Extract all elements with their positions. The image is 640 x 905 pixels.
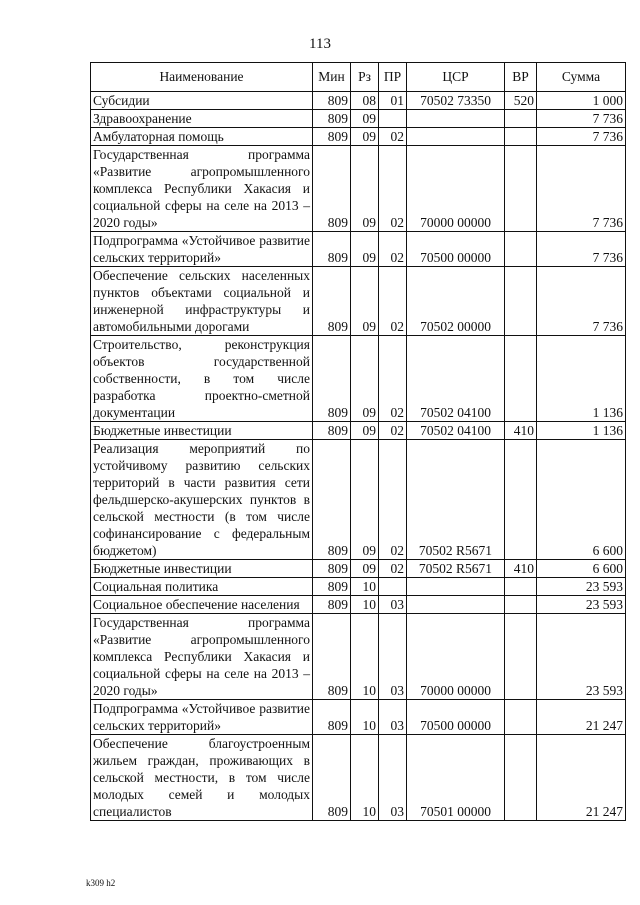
row-rz-cell: 09 xyxy=(351,110,379,128)
row-vr-cell xyxy=(505,336,537,422)
row-rz-cell: 10 xyxy=(351,614,379,700)
header-name: Наименование xyxy=(91,63,313,92)
row-pr-cell: 01 xyxy=(379,92,407,110)
row-sum-cell: 7 736 xyxy=(537,232,626,267)
row-sum-cell: 1 136 xyxy=(537,422,626,440)
row-min-cell: 809 xyxy=(313,110,351,128)
row-pr-cell: 02 xyxy=(379,128,407,146)
row-sum-cell: 7 736 xyxy=(537,110,626,128)
table-row xyxy=(91,422,626,440)
page-number: 113 xyxy=(309,36,331,52)
row-pr-cell: 02 xyxy=(379,336,407,422)
row-sum-cell: 21 247 xyxy=(537,700,626,735)
header-pr: ПР xyxy=(379,63,407,92)
row-min-cell: 809 xyxy=(313,596,351,614)
row-name-cell: Строительство, реконструкция объектов государственной собственности, в том числе разработка проектно-сметной документации xyxy=(91,336,313,422)
row-vr-cell: 410 xyxy=(505,422,537,440)
row-min-cell: 809 xyxy=(313,614,351,700)
row-rz-cell: 09 xyxy=(351,232,379,267)
row-rz-cell: 09 xyxy=(351,146,379,232)
row-sum-cell: 23 593 xyxy=(537,596,626,614)
row-vr-cell xyxy=(505,700,537,735)
row-vr-cell xyxy=(505,110,537,128)
row-min-cell: 809 xyxy=(313,578,351,596)
row-sum-cell: 21 247 xyxy=(537,735,626,821)
table-header-row xyxy=(91,63,626,92)
row-vr-cell xyxy=(505,267,537,336)
row-csr-cell: 70500 00000 xyxy=(407,232,505,267)
row-sum-cell: 1 136 xyxy=(537,336,626,422)
row-vr-cell xyxy=(505,578,537,596)
row-pr-cell xyxy=(379,110,407,128)
row-vr-cell xyxy=(505,128,537,146)
row-sum-cell: 23 593 xyxy=(537,614,626,700)
row-csr-cell: 70502 R5671 xyxy=(407,560,505,578)
row-name-cell: Социальная политика xyxy=(91,578,313,596)
table-row xyxy=(91,110,626,128)
row-pr-cell: 03 xyxy=(379,735,407,821)
row-pr-cell: 02 xyxy=(379,560,407,578)
row-vr-cell xyxy=(505,596,537,614)
row-name-cell: Государственная программа «Развитие агропромышленного комплекса Республики Хакасия и социальной сферы на селе на 2013 – 2020 годы» xyxy=(91,146,313,232)
row-min-cell: 809 xyxy=(313,735,351,821)
table-row xyxy=(91,614,626,700)
row-rz-cell: 09 xyxy=(351,422,379,440)
row-name-cell: Реализация мероприятий по устойчивому развитию сельских территорий в части развития сети фельдшерско-акушерских пунктов в сельской местности (в том числе софинансирование с федеральным бюджетом) xyxy=(91,440,313,560)
row-pr-cell: 02 xyxy=(379,422,407,440)
row-csr-cell: 70000 00000 xyxy=(407,614,505,700)
row-rz-cell: 10 xyxy=(351,578,379,596)
row-min-cell: 809 xyxy=(313,336,351,422)
row-name-cell: Здравоохранение xyxy=(91,110,313,128)
table-row xyxy=(91,560,626,578)
row-csr-cell xyxy=(407,596,505,614)
header-sum: Сумма xyxy=(537,63,626,92)
row-pr-cell: 02 xyxy=(379,232,407,267)
row-pr-cell: 02 xyxy=(379,267,407,336)
row-min-cell: 809 xyxy=(313,267,351,336)
row-name-cell: Амбулаторная помощь xyxy=(91,128,313,146)
row-csr-cell: 70502 04100 xyxy=(407,336,505,422)
table-row xyxy=(91,578,626,596)
table-row xyxy=(91,92,626,110)
row-min-cell: 809 xyxy=(313,440,351,560)
row-min-cell: 809 xyxy=(313,422,351,440)
table-row xyxy=(91,596,626,614)
row-rz-cell: 09 xyxy=(351,440,379,560)
row-name-cell: Подпрограмма «Устойчивое развитие сельских территорий» xyxy=(91,232,313,267)
header-min: Мин xyxy=(313,63,351,92)
row-rz-cell: 09 xyxy=(351,128,379,146)
row-min-cell: 809 xyxy=(313,146,351,232)
row-sum-cell: 23 593 xyxy=(537,578,626,596)
table-row xyxy=(91,700,626,735)
row-name-cell: Государственная программа «Развитие агропромышленного комплекса Республики Хакасия и социальной сферы на селе на 2013 – 2020 годы» xyxy=(91,614,313,700)
row-vr-cell xyxy=(505,735,537,821)
row-vr-cell xyxy=(505,440,537,560)
row-rz-cell: 08 xyxy=(351,92,379,110)
footer-code: k309 h2 xyxy=(86,878,116,888)
row-sum-cell: 1 000 xyxy=(537,92,626,110)
row-rz-cell: 10 xyxy=(351,735,379,821)
row-sum-cell: 7 736 xyxy=(537,128,626,146)
row-csr-cell xyxy=(407,578,505,596)
row-vr-cell xyxy=(505,146,537,232)
row-csr-cell: 70502 00000 xyxy=(407,267,505,336)
row-name-cell: Бюджетные инвестиции xyxy=(91,422,313,440)
table-row xyxy=(91,267,626,336)
table-row xyxy=(91,128,626,146)
row-rz-cell: 10 xyxy=(351,700,379,735)
row-rz-cell: 09 xyxy=(351,560,379,578)
table-row xyxy=(91,232,626,267)
table-row xyxy=(91,336,626,422)
row-rz-cell: 09 xyxy=(351,336,379,422)
row-vr-cell xyxy=(505,232,537,267)
table-row xyxy=(91,146,626,232)
row-sum-cell: 6 600 xyxy=(537,560,626,578)
row-csr-cell xyxy=(407,128,505,146)
row-vr-cell: 410 xyxy=(505,560,537,578)
row-sum-cell: 7 736 xyxy=(537,146,626,232)
row-min-cell: 809 xyxy=(313,560,351,578)
row-vr-cell: 520 xyxy=(505,92,537,110)
row-pr-cell: 02 xyxy=(379,440,407,560)
row-name-cell: Обеспечение благоустроенным жильем граждан, проживающих в сельской местности, в том числе молодых семей и молодых специалистов xyxy=(91,735,313,821)
table-row xyxy=(91,735,626,821)
row-rz-cell: 09 xyxy=(351,267,379,336)
row-name-cell: Бюджетные инвестиции xyxy=(91,560,313,578)
row-min-cell: 809 xyxy=(313,232,351,267)
row-min-cell: 809 xyxy=(313,92,351,110)
row-csr-cell xyxy=(407,110,505,128)
row-name-cell: Обеспечение сельских населенных пунктов объектами социальной и инженерной инфраструктуры и автомобильными дорогами xyxy=(91,267,313,336)
row-rz-cell: 10 xyxy=(351,596,379,614)
row-name-cell: Подпрограмма «Устойчивое развитие сельских территорий» xyxy=(91,700,313,735)
header-csr: ЦСР xyxy=(407,63,505,92)
row-pr-cell: 03 xyxy=(379,614,407,700)
row-sum-cell: 7 736 xyxy=(537,267,626,336)
row-csr-cell: 70500 00000 xyxy=(407,700,505,735)
row-pr-cell: 02 xyxy=(379,146,407,232)
table-body xyxy=(91,92,626,821)
header-rz: Рз xyxy=(351,63,379,92)
row-min-cell: 809 xyxy=(313,700,351,735)
row-csr-cell: 70502 73350 xyxy=(407,92,505,110)
row-pr-cell xyxy=(379,578,407,596)
table-row xyxy=(91,440,626,560)
row-min-cell: 809 xyxy=(313,128,351,146)
row-csr-cell: 70502 04100 xyxy=(407,422,505,440)
row-name-cell: Социальное обеспечение населения xyxy=(91,596,313,614)
row-vr-cell xyxy=(505,614,537,700)
row-name-cell: Субсидии xyxy=(91,92,313,110)
row-csr-cell: 70501 00000 xyxy=(407,735,505,821)
row-pr-cell: 03 xyxy=(379,700,407,735)
row-pr-cell: 03 xyxy=(379,596,407,614)
row-sum-cell: 6 600 xyxy=(537,440,626,560)
row-csr-cell: 70502 R5671 xyxy=(407,440,505,560)
header-vr: ВР xyxy=(505,63,537,92)
row-csr-cell: 70000 00000 xyxy=(407,146,505,232)
budget-table xyxy=(90,62,626,821)
